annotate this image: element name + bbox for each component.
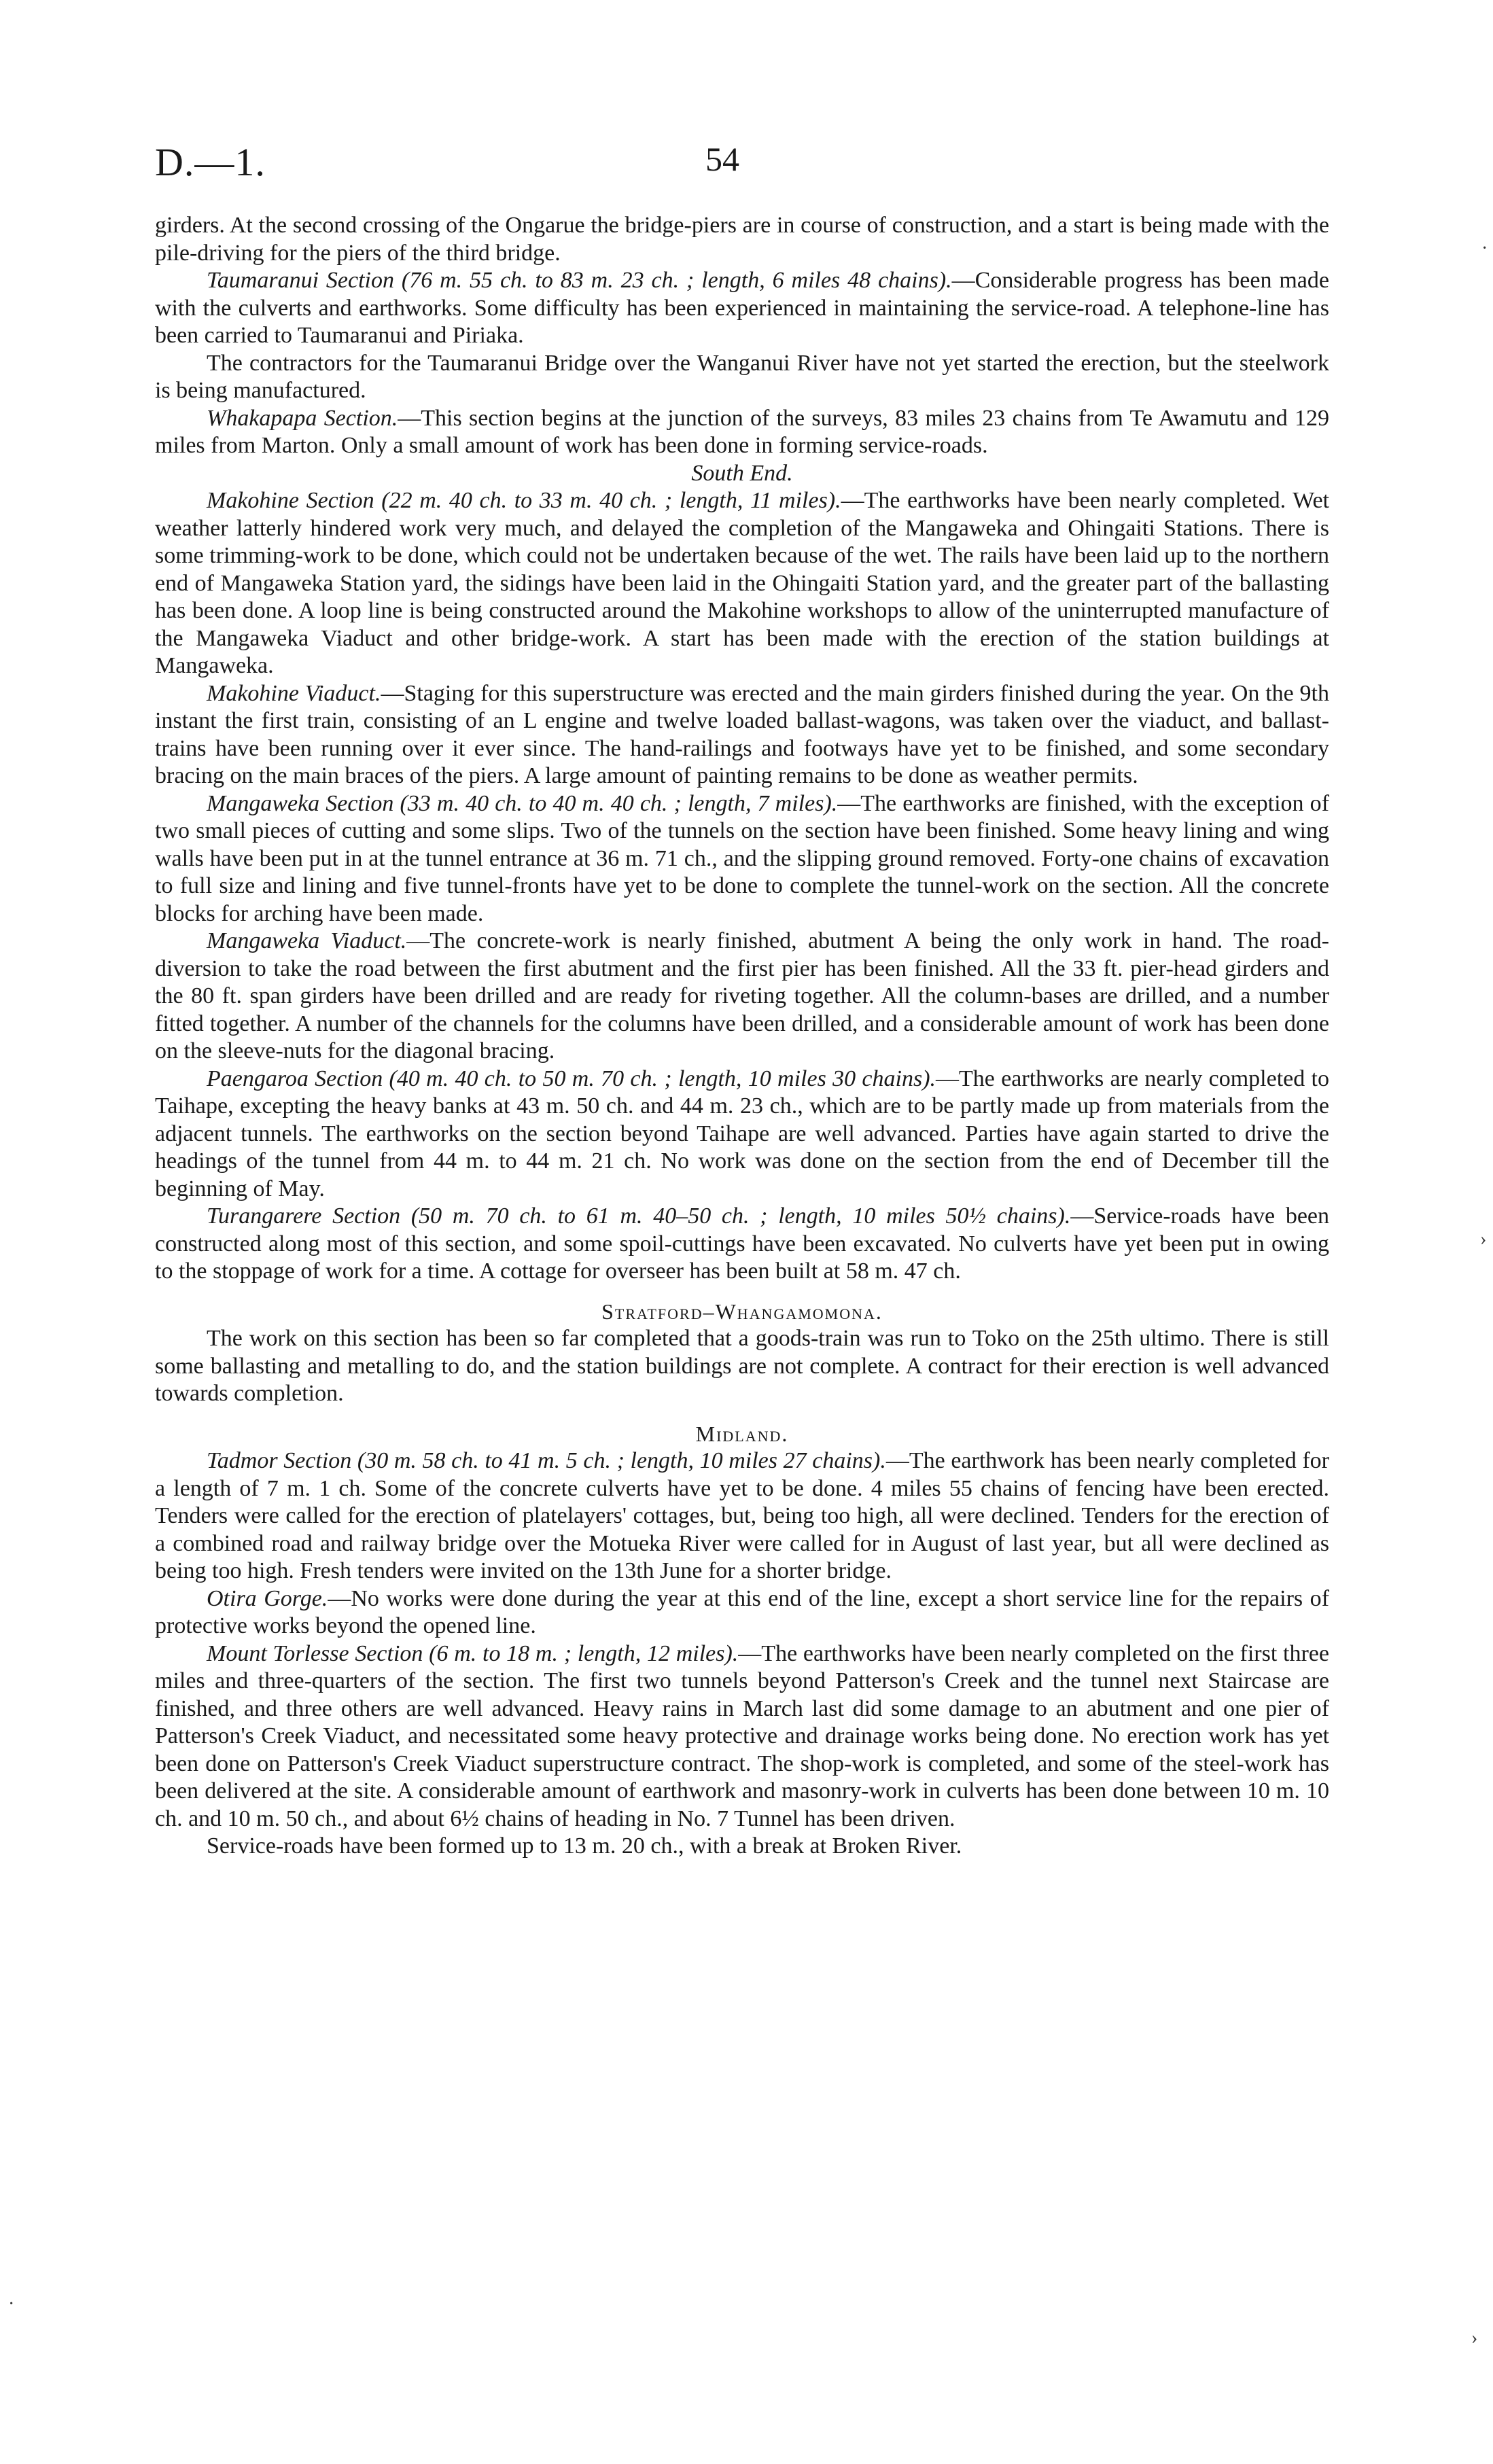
paragraph-turangarere-section: Turangarere Section (50 m. 70 ch. to 61 m. 40–50 ch. ; length, 10 miles 50½ chains).—Service-roads have been constructed along most of this section, and some spoil-cuttings have been excavated. No culverts have yet been put in owing to the stoppage of work for a time. A cottage for overseer has been built at 58 m. 47 ch. xyxy=(155,1203,1330,1284)
margin-speck: › xyxy=(1480,1229,1487,1250)
section-title: Mangaweka Section (33 m. 40 ch. to 40 m. 40 ch. ; length, 7 miles). xyxy=(207,790,838,816)
margin-speck: · xyxy=(1481,238,1488,259)
section-title: Otira Gorge. xyxy=(207,1585,328,1611)
paragraph-mangaweka-section: Mangaweka Section (33 m. 40 ch. to 40 m. 40 ch. ; length, 7 miles).—The earthworks are finished, with the exception of two small pieces of cutting and some slips. Two of the tunnels on the section have been finished. Some heavy lining and wing walls have been put in at the tunnel entrance at 36 m. 71 ch., and the slipping ground removed. Forty-one chains of excavation to full size and lining and five tunnel-fronts have yet to be done to complete the tunnel-work on the section. All the concrete blocks for arching have been made. xyxy=(155,790,1329,926)
document-body xyxy=(155,212,1329,1861)
section-title: Tadmor Section (30 m. 58 ch. to 41 m. 5 ch. ; length, 10 miles 27 chains). xyxy=(207,1448,886,1473)
paragraph-makohine-section: Makohine Section (22 m. 40 ch. to 33 m. 40 ch. ; length, 11 miles).—The earthworks have been nearly completed. Wet weather latterly hindered work very much, and delayed the completion of the Mangaweka and Ohingaiti Stations. There is some trimming-work to be done, which could not be undertaken because of the wet. The rails have been laid up to the northern end of Mangaweka Station yard, the sidings have been laid in the Ohingaiti Station yard, and the greater part of the ballasting has been done. A loop line is being constructed around the Makohine workshops to allow of the uninterrupted manufacture of the Mangaweka Viaduct and other bridge-work. A start has been made with the erection of the station buildings at Mangaweka. xyxy=(155,488,1329,678)
page-number: 54 xyxy=(705,140,739,178)
paragraph-otira-gorge: Otira Gorge.—No works were done during the year at this end of the line, except a short service line for the repairs of protective works beyond the opened line. xyxy=(155,1585,1329,1638)
paragraph-makohine-viaduct: Makohine Viaduct.—Staging for this superstructure was erected and the main girders finished during the year. On the 9th instant the first train, consisting of an L engine and twelve loaded ballast-wagons, was taken over the viaduct, and ballast-trains have been running over it ever since. The hand-railings and footways have yet to be finished, and some secondary bracing on the main braces of the piers. A large amount of painting remains to be done as weather permits. xyxy=(155,680,1330,788)
paragraph-paengaroa-section: Paengaroa Section (40 m. 40 ch. to 50 m. 70 ch. ; length, 10 miles 30 chains).—The earthworks are nearly completed to Taihape, excepting the heavy banks at 43 m. 50 ch. and 44 m. 23 ch., which are to be partly made up from materials from the adjacent tunnels. The earthworks on the section beyond Taihape are well advanced. Parties have again started to drive the headings of the tunnel from 44 m. to 44 m. 21 ch. No work was done on the section from the end of December till the beginning of May. xyxy=(155,1066,1329,1201)
paragraph-mangaweka-viaduct: Mangaweka Viaduct.—The concrete-work is nearly finished, abutment A being the only work in hand. The road-diversion to take the road between the first abutment and the first pier has been finished. All the 33 ft. pier-head girders and the 80 ft. span girders have been drilled and are ready for riveting together. All the column-bases are drilled, and a number fitted together. A number of the channels for the columns have been drilled, and a considerable amount of work has been done on the sleeve-nuts for the diagonal bracing. xyxy=(155,928,1329,1063)
section-title: Mangaweka Viaduct. xyxy=(207,928,407,953)
page-header xyxy=(155,139,1329,187)
section-title: Mount Torlesse Section (6 m. to 18 m. ; length, 12 miles). xyxy=(207,1640,739,1666)
margin-speck: · xyxy=(8,2293,15,2315)
subheading-south-end: South End. xyxy=(691,460,793,486)
heading-midland: Midland. xyxy=(695,1421,789,1446)
margin-speck: › xyxy=(1471,2327,1478,2348)
paragraph-taumaranui-section: Taumaranui Section (76 m. 55 ch. to 83 m. 23 ch. ; length, 6 miles 48 chains).—Considerable progress has been made with the culverts and earthworks. Some difficulty has been experienced in maintaining the service-road. A telephone-line has been carried to Taumaranui and Piriaka. xyxy=(155,268,1329,348)
paragraph-mount-torlesse-section: Mount Torlesse Section (6 m. to 18 m. ; length, 12 miles).—The earthworks have been nearly completed on the first three miles and three-quarters of the section. The first two tunnels beyond Patterson's Creek and the tunnel next Staircase are finished, and three others are well advanced. Heavy rains in March last did some damage to an abutment and one pier of Patterson's Creek Viaduct, and necessitated some heavy protective and drainage works being done. No erection work has yet been done on Patterson's Creek Viaduct superstructure contract. The shop-work is completed, and some of the steel-work has been delivered at the site. A considerable amount of earthwork and masonry-work in culverts has been done between 10 m. 10 ch. and 10 m. 50 ch., and about 6½ chains of heading in No. 7 Tunnel has been driven. xyxy=(155,1640,1329,1831)
section-title: Makohine Section (22 m. 40 ch. to 33 m. 40 ch. ; length, 11 miles). xyxy=(207,488,841,513)
paragraph-tadmor-section: Tadmor Section (30 m. 58 ch. to 41 m. 5 ch. ; length, 10 miles 27 chains).—The earthwork has been nearly completed for a length of 7 m. 1 ch. Some of the concrete culverts have yet to be done. 4 miles 55 chains of fencing have been erected. Tenders were called for the erection of platelayers' cottages, but, being too high, all were declined. Tenders for the erection of a combined road and railway bridge over the Motueka River were called for in August of last year, but all were declined as being too high. Fresh tenders were invited on the 13th June for a shorter bridge. xyxy=(155,1448,1329,1583)
section-title: Turangarere Section (50 m. 70 ch. to 61 m. 40–50 ch. ; length, 10 miles 50½ chains). xyxy=(207,1203,1071,1229)
section-title: Makohine Viaduct. xyxy=(207,680,381,706)
paragraph: The work on this section has been so far completed that a goods-train was run to Toko on the 25th ultimo. There is still some ballasting and metalling to do, and the station buildings are not complete. A contract for their erection is well advanced towards completion. xyxy=(155,1326,1329,1406)
paragraph: The contractors for the Taumaranui Bridge over the Wanganui River have not yet started the erection, but the steelwork is being manufactured. xyxy=(155,350,1329,403)
section-title: Paengaroa Section (40 m. 40 ch. to 50 m. 70 ch. ; length, 10 miles 30 chains). xyxy=(207,1066,936,1091)
paragraph-whakapapa-section: Whakapapa Section.—This section begins at the junction of the surveys, 83 miles 23 chains from Te Awamutu and 129 miles from Marton. Only a small amount of work has been done in forming service-roads. xyxy=(155,405,1329,458)
paragraph: Service-roads have been formed up to 13 m. 20 ch., with a break at Broken River. xyxy=(207,1833,962,1859)
heading-stratford-whangamomona: Stratford–Whangamomona. xyxy=(601,1299,883,1324)
paragraph: girders. At the second crossing of the Ongarue the bridge-piers are in course of construction, and a start is being made with the pile-driving for the piers of the third bridge. xyxy=(155,213,1329,266)
section-title: Whakapapa Section. xyxy=(207,405,398,431)
document-reference: D.—1. xyxy=(155,140,266,184)
section-title: Taumaranui Section (76 m. 55 ch. to 83 m. 23 ch. ; length, 6 miles 48 chains). xyxy=(207,268,952,293)
